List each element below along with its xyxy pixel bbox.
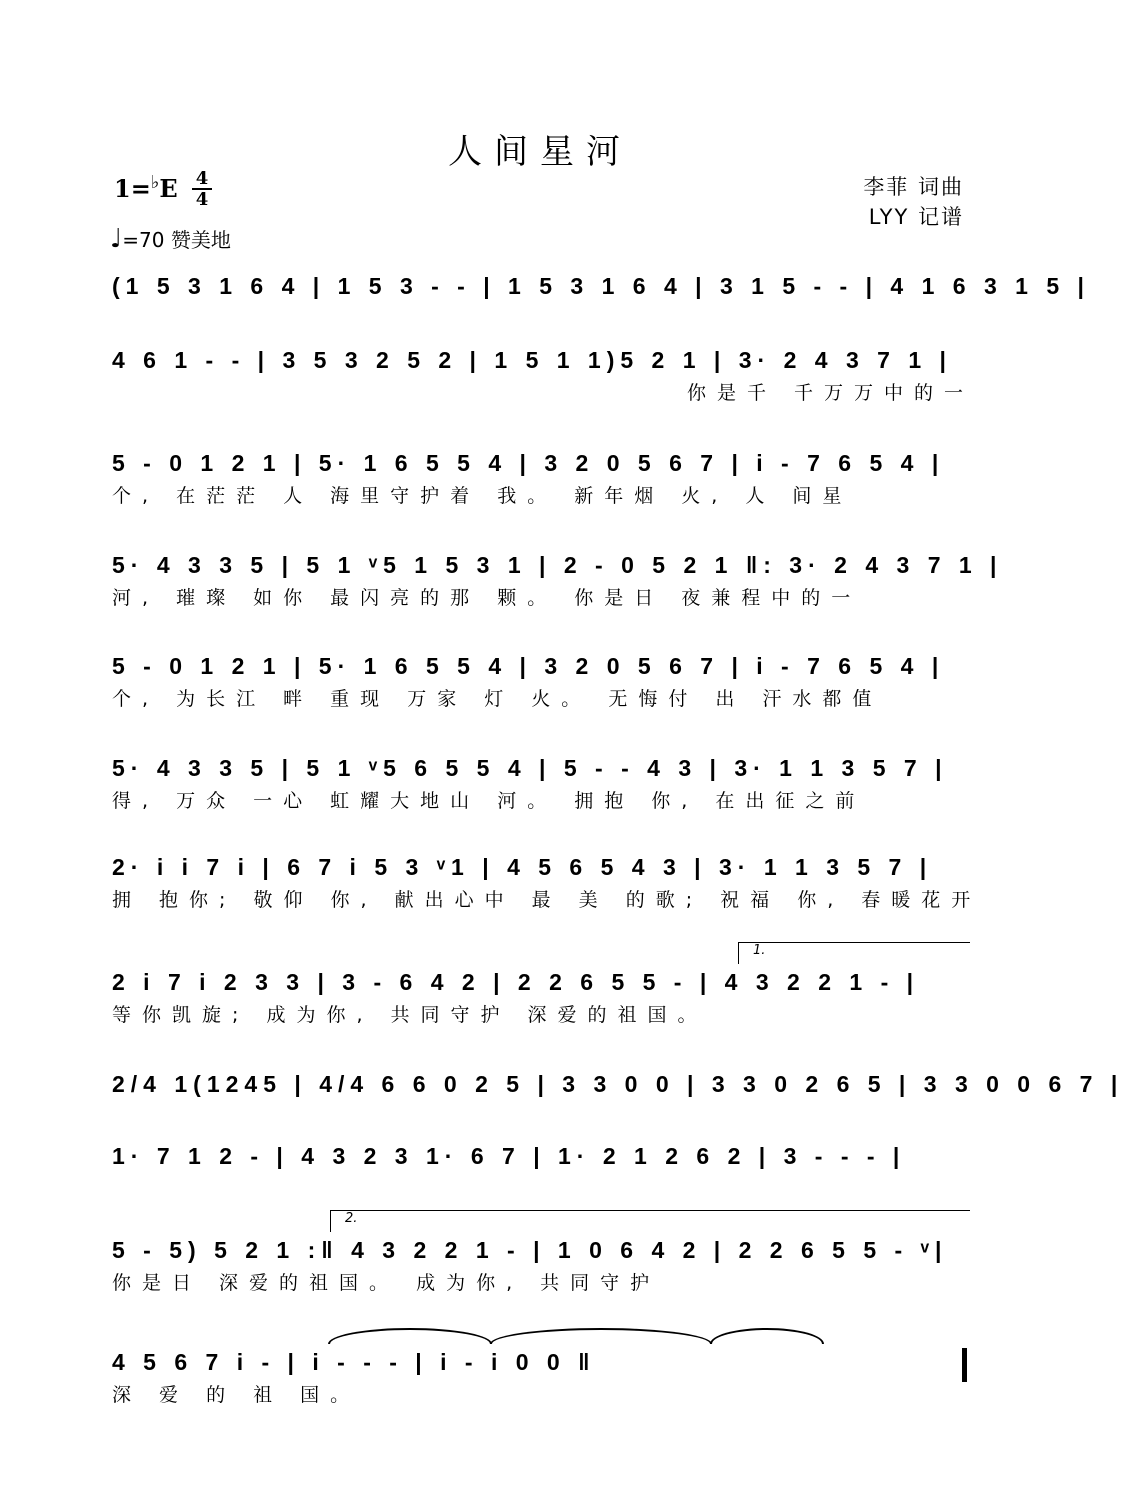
system-9 [112,1064,1123,1104]
system-5 [112,646,974,712]
lyrics-line: 得, 万众 一心 虹耀大地山 河。 拥抱 你, 在出征之前 [112,790,866,812]
system-10 [112,1136,974,1176]
volta-2: 2. [330,1210,970,1232]
lyrics-line: 你是日 深爱的祖国。 成为你, 共同守护 [112,1272,661,1294]
notes-line: 2 i 7 i 2 3 3 | 3 - 6 4 2 | 2 2 6 5 5 - | 4 3 2 2 1 - | [112,969,920,995]
notes-line: 2/4 1(1245 | 4/4 6 6 0 2 5 | 3 3 0 0 | 3 3 0 2 6 5 | 3 3 0 0 6 7 | [112,1071,1123,1097]
lyrics-line: 等你凯旋; 成为你, 共同守护 深爱的祖国。 [112,1004,708,1026]
system-4 [112,545,1003,611]
notes-line: 5 - 0 1 2 1 | 5· 1 6 5 5 4 | 3 2 0 5 6 7 | i - 7 6 5 4 | [112,450,945,476]
system-1 [112,266,1090,306]
flat-icon: ♭ [150,172,160,193]
final-barline [962,1348,967,1382]
lyrics-line: 拥 抱你; 敬仰 你, 献出心中 最 美 的歌; 祝福 你, 春暖花开 [112,889,982,911]
transcriber: LYY 记谱 [868,205,964,229]
credits [780,172,964,232]
notes-line: 5· 4 3 3 5 | 5 1 ᵛ5 6 5 5 4 | 5 - - 4 3 | 3· 1 1 3 5 7 | [112,755,948,781]
quarter-note-icon: ♩ [110,224,123,254]
notes-line: 1· 7 1 2 - | 4 3 2 3 1· 6 7 | 1· 2 1 2 6 2 | 3 - - - | [112,1143,906,1169]
system-6 [112,748,974,814]
song-title: 人间星河 [448,132,632,172]
time-bottom: 4 [195,189,209,210]
system-3 [112,443,974,509]
notes-line: 5 - 5) 5 2 1 :‖ 4 3 2 2 1 - | 1 0 6 4 2 | 2 2 6 5 5 - ᵛ| [112,1237,948,1263]
lyrics-line: 个, 为长江 畔 重现 万家 灯 火。 无悔付 出 汗水都值 [112,688,883,710]
notes-line: 2· i i 7 i | 6 7 i 5 3 ᵛ1 | 4 5 6 5 4 3 | 3· 1 1 3 5 7 | [112,854,933,880]
volta-1: 1. [738,942,970,964]
lyrics-line: 河, 璀璨 如你 最闪亮的那 颗。 你是日 夜兼程中的一 [112,587,862,609]
tempo-text: =70 赞美地 [122,228,231,252]
lyrics-line: 深 爱 的 祖 国。 [112,1384,361,1406]
composer: 李菲 词曲 [863,175,964,199]
notes-line: 4 6 1 - - | 3 5 3 2 5 2 | 1 5 1 1)5 2 1 | 3· 2 4 3 7 1 | [112,347,952,373]
key-signature [114,172,178,203]
notes-line: 4 5 6 7 i - | i - - - | i - i 0 0 ‖ [112,1349,596,1375]
notes-line: 5· 4 3 3 5 | 5 1 ᵛ5 1 5 3 1 | 2 - 0 5 2 1 ‖: 3· 2 4 3 7 1 | [112,552,1003,578]
key-note: E [159,174,178,203]
system-11 [112,1230,974,1296]
system-7 [112,847,982,913]
system-2 [112,340,974,406]
system-8 [112,962,974,1028]
notes-line: 5 - 0 1 2 1 | 5· 1 6 5 5 4 | 3 2 0 5 6 7 | i - 7 6 5 4 | [112,653,945,679]
key-prefix: 1= [114,174,151,203]
time-signature [192,170,212,208]
system-12 [112,1342,974,1408]
lyrics-line: 你是千 千万万中的一 [686,382,974,404]
lyrics-line: 个, 在茫茫 人 海里守护着 我。 新年烟 火, 人 间星 [112,485,853,507]
time-top: 4 [195,168,209,189]
notes-line: (1 5 3 1 6 4 | 1 5 3 - - | 1 5 3 1 6 4 | 3 1 5 - - | 4 1 6 3 1 5 | [112,273,1090,299]
tempo-marking [110,224,231,254]
